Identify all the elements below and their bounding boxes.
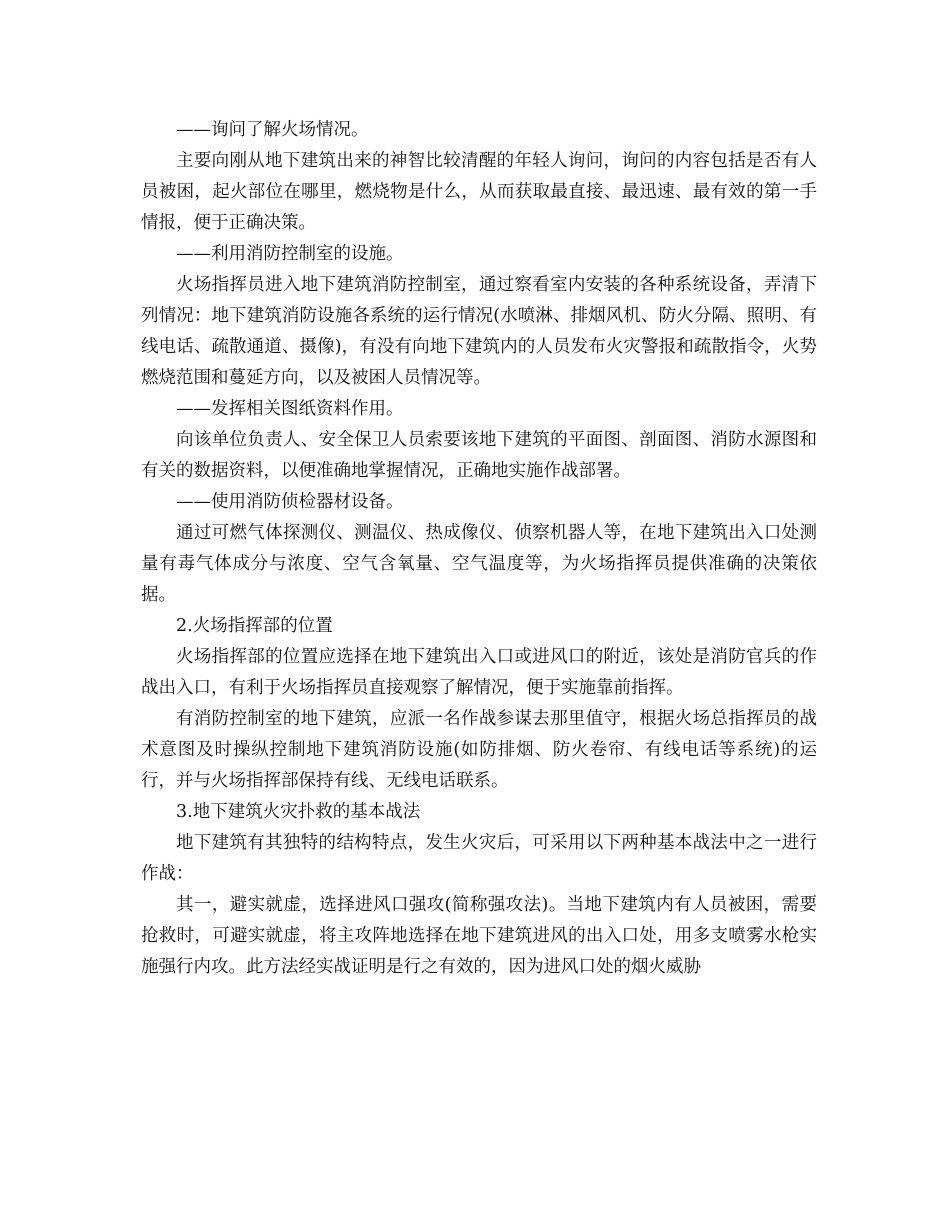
body-paragraph: 有消防控制室的地下建筑，应派一名作战参谋去那里值守，根据火场总指挥员的战术意图及时操纵控制地下建筑消防设施(如防排烟、防火卷帘、有线电话等系统)的运行，并与火场指挥部保持有线、无线电话联系。 [141, 709, 817, 791]
section-heading: ——使用消防侦检器材设备。 [176, 492, 404, 512]
document-body [141, 115, 817, 983]
body-paragraph: 火场指挥员进入地下建筑消防控制室，通过察看室内安装的各种系统设备，弄清下列情况：地下建筑消防设施各系统的运行情况(水喷淋、排烟风机、防火分隔、照明、有线电话、疏散通道、摄像)，有没有向地下建筑内的人员发布火灾警报和疏散指令，火势燃烧范围和蔓延方向，以及被困人员情况等。 [141, 275, 817, 388]
body-paragraph: 主要向刚从地下建筑出来的神智比较清醒的年轻人询问，询问的内容包括是否有人员被困，起火部位在哪里，燃烧物是什么，从而获取最直接、最迅速、最有效的第一手情报，便于正确决策。 [141, 151, 817, 233]
body-paragraph: 其一，避实就虚，选择进风口强攻(简称强攻法)。当地下建筑内有人员被困，需要抢救时，可避实就虚，将主攻阵地选择在地下建筑进风的出入口处，用多支喷雾水枪实施强行内攻。此方法经实战证明是行之有效的，因为进风口处的烟火威胁 [141, 895, 817, 977]
numbered-heading: 2.火场指挥部的位置 [176, 616, 333, 636]
section-heading: ——利用消防控制室的设施。 [176, 244, 404, 264]
numbered-heading: 3.地下建筑火灾扑救的基本战法 [176, 802, 421, 822]
section-heading: ——发挥相关图纸资料作用。 [176, 399, 404, 419]
section-heading: ——询问了解火场情况。 [176, 120, 369, 140]
body-paragraph: 向该单位负责人、安全保卫人员索要该地下建筑的平面图、剖面图、消防水源图和有关的数据资料，以便准确地掌握情况，正确地实施作战部署。 [141, 430, 817, 481]
body-paragraph: 地下建筑有其独特的结构特点，发生火灾后，可采用以下两种基本战法中之一进行作战： [141, 833, 817, 884]
body-paragraph: 通过可燃气体探测仪、测温仪、热成像仪、侦察机器人等，在地下建筑出入口处测量有毒气体成分与浓度、空气含氧量、空气温度等，为火场指挥员提供准确的决策依据。 [141, 523, 817, 605]
body-paragraph: 火场指挥部的位置应选择在地下建筑出入口或进风口的附近，该处是消防官兵的作战出入口，有利于火场指挥员直接观察了解情况，便于实施靠前指挥。 [141, 647, 817, 698]
